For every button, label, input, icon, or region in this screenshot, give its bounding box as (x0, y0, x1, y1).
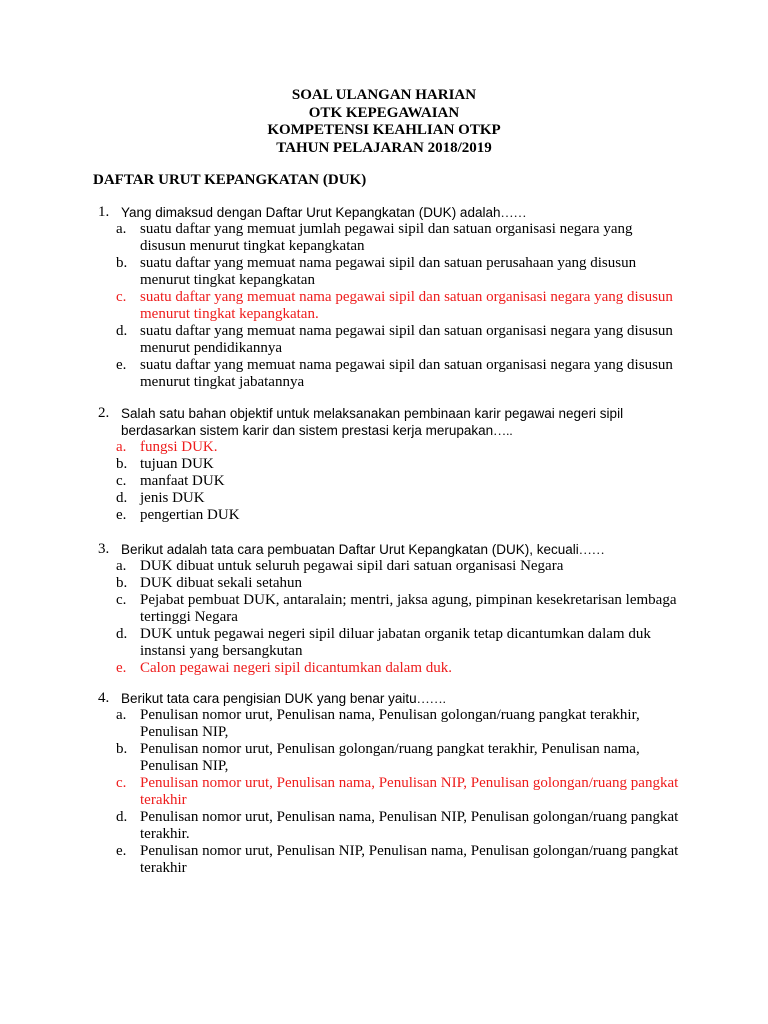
option-text: fungsi DUK. (140, 439, 218, 455)
question-number: 2. (98, 405, 110, 421)
question-dots: ……. (416, 691, 446, 706)
option-text: suatu daftar yang memuat jumlah pegawai sipil dan satuan organisasi negara yang disusun menurut tingkat kepangkatan (140, 221, 633, 254)
question-4 (0, 690, 768, 877)
option-letter: b. (116, 255, 128, 271)
option-letter: e. (116, 843, 127, 859)
option-d (0, 490, 768, 507)
option-letter: e. (116, 660, 127, 676)
question-text: Yang dimaksud dengan Daftar Urut Kepangkatan (DUK) adalah (121, 205, 501, 220)
option-a (0, 558, 768, 575)
header-line-2: OTK KEPEGAWAIAN (308, 104, 460, 121)
option-b (0, 255, 768, 289)
option-text: DUK untuk pegawai negeri sipil diluar jabatan organik tetap dicantumkan dalam duk instansi yang bersangkutan (140, 626, 651, 659)
option-letter: c. (116, 473, 127, 489)
option-text: pengertian DUK (140, 507, 240, 523)
option-b (0, 575, 768, 592)
option-letter: a. (116, 558, 127, 574)
header-line-3: KOMPETENSI KEAHLIAN OTKP (267, 122, 501, 138)
question-2 (0, 405, 768, 524)
option-letter: d. (116, 809, 128, 825)
option-c-correct (0, 289, 768, 323)
option-c (0, 473, 768, 490)
option-text: DUK dibuat untuk seluruh pegawai sipil dari satuan organisasi Negara (140, 558, 564, 574)
option-letter: b. (116, 575, 128, 591)
option-letter: b. (116, 741, 128, 757)
option-letter: c. (116, 775, 127, 791)
option-letter: b. (116, 456, 128, 472)
option-a (0, 707, 768, 741)
option-d (0, 626, 768, 660)
section-title: DAFTAR URUT KEPANGKATAN (DUK) (93, 172, 367, 188)
option-e (0, 507, 768, 524)
option-text: jenis DUK (140, 490, 205, 506)
option-text: Penulisan nomor urut, Penulisan NIP, Penulisan nama, Penulisan golongan/ruang pangkat terakhir (140, 843, 679, 876)
option-letter: a. (116, 221, 127, 237)
option-letter: d. (116, 490, 128, 506)
option-d (0, 809, 768, 843)
question-text: Berikut adalah tata cara pembuatan Daftar Urut Kepangkatan (DUK), kecuali (121, 542, 579, 557)
option-letter: c. (116, 592, 127, 608)
question-number: 3. (98, 541, 110, 557)
document-header (0, 87, 768, 157)
option-text: Calon pegawai negeri sipil dicantumkan dalam duk. (140, 660, 452, 676)
option-text: suatu daftar yang memuat nama pegawai sipil dan satuan perusahaan yang disusun menurut tingkat kepangkatan (140, 255, 637, 288)
option-b (0, 741, 768, 775)
question-text: Salah satu bahan objektif untuk melaksanakan pembinaan karir pegawai negeri sipil (121, 406, 624, 421)
option-letter: d. (116, 323, 128, 339)
option-letter: a. (116, 439, 127, 455)
option-text: Penulisan nomor urut, Penulisan nama, Penulisan NIP, Penulisan golongan/ruang pangkat terakhir (140, 775, 679, 808)
question-text: Berikut tata cara pengisian DUK yang benar yaitu (121, 691, 417, 706)
question-3 (0, 541, 768, 677)
question-number: 1. (98, 204, 110, 220)
option-e-correct (0, 660, 768, 677)
question-number: 4. (98, 690, 110, 706)
option-letter: c. (116, 289, 127, 305)
question-dots: ….. (493, 423, 513, 438)
option-text: Penulisan nomor urut, Penulisan nama, Penulisan golongan/ruang pangkat terakhir, Penulisan NIP, (140, 707, 640, 740)
option-e (0, 843, 768, 877)
question-dots: …… (500, 205, 527, 220)
option-letter: a. (116, 707, 127, 723)
option-text: tujuan DUK (140, 456, 214, 472)
option-c-correct (0, 775, 768, 809)
option-text: suatu daftar yang memuat nama pegawai sipil dan satuan organisasi negara yang disusun menurut pendidikannya (140, 323, 673, 356)
option-text: DUK dibuat sekali setahun (140, 575, 303, 591)
option-letter: e. (116, 357, 127, 373)
option-a-correct (0, 439, 768, 456)
option-letter: e. (116, 507, 127, 523)
option-text: Penulisan nomor urut, Penulisan golongan/ruang pangkat terakhir, Penulisan nama, Penulisan NIP, (140, 741, 640, 774)
option-text: suatu daftar yang memuat nama pegawai sipil dan satuan organisasi negara yang disusun menurut tingkat kepangkatan. (140, 289, 673, 322)
question-text-continued: berdasarkan sistem karir dan sistem prestasi kerja merupakan (121, 423, 494, 438)
header-line-1: SOAL ULANGAN HARIAN (291, 87, 477, 103)
option-e (0, 357, 768, 391)
question-1 (0, 204, 768, 391)
option-c (0, 592, 768, 626)
header-line-4: TAHUN PELAJARAN 2018/2019 (276, 139, 492, 156)
option-text: suatu daftar yang memuat nama pegawai sipil dan satuan organisasi negara yang disusun menurut tingkat jabatannya (140, 357, 673, 390)
option-a (0, 221, 768, 255)
option-text: Penulisan nomor urut, Penulisan nama, Penulisan NIP, Penulisan golongan/ruang pangkat terakhir. (140, 809, 679, 842)
option-letter: d. (116, 626, 128, 642)
option-text: manfaat DUK (140, 473, 225, 489)
question-dots: …… (578, 542, 605, 557)
option-text: Pejabat pembuat DUK, antaralain; mentri, jaksa agung, pimpinan kesekretarisan lembaga tertinggi Negara (140, 592, 677, 625)
option-b (0, 456, 768, 473)
option-d (0, 323, 768, 357)
